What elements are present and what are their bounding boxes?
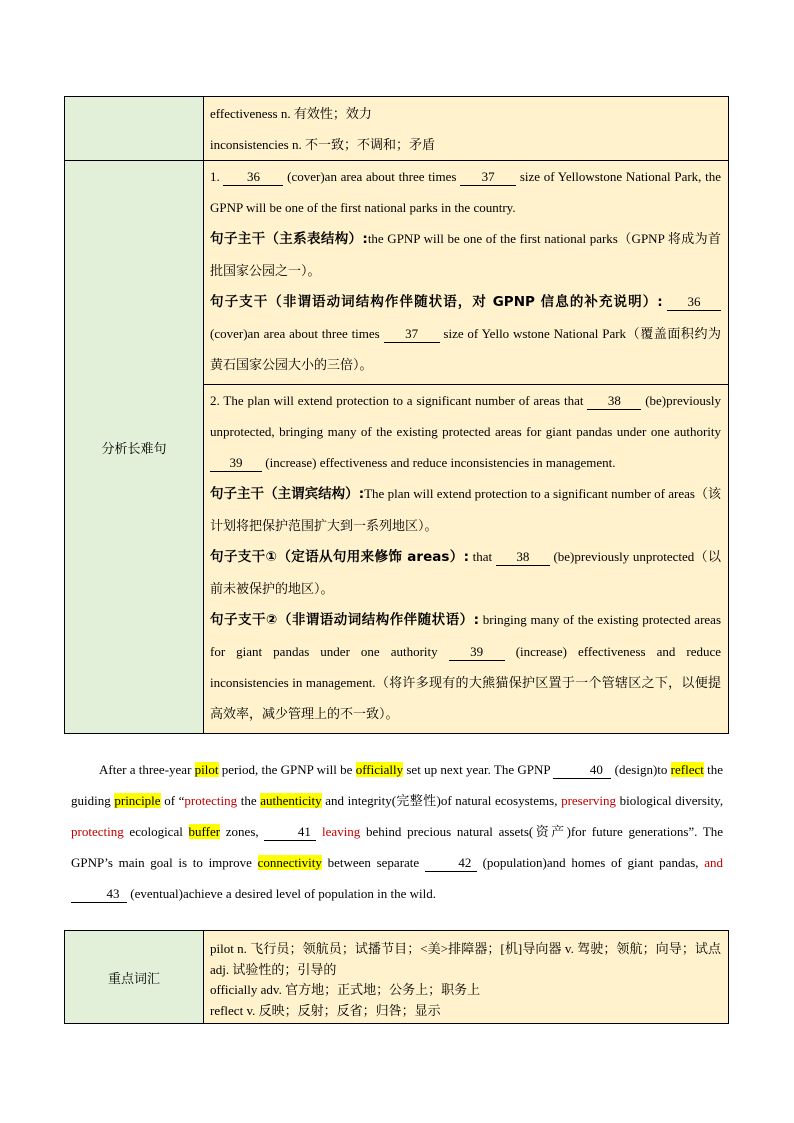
highlighted-word: principle	[114, 793, 161, 808]
sentence-text: 2. The plan will extend protection to a significant number of areas that	[210, 393, 584, 408]
main-clause-label: 句子主干（主谓宾结构）:	[210, 486, 365, 502]
red-word: leaving	[322, 824, 361, 839]
passage-text: period, the GPNP will be	[221, 762, 353, 777]
table-row	[65, 97, 729, 161]
highlighted-word: reflect	[670, 762, 704, 777]
answer-blank-38: 38	[496, 549, 550, 566]
branch-clause-text: bringing many of the existing protected areas for giant pandas under one authority	[210, 612, 721, 659]
passage-text: the	[240, 793, 257, 808]
section-label-analysis: 分析长难句	[65, 161, 204, 734]
passage-text: of “	[164, 793, 185, 808]
answer-blank-43: 43	[71, 886, 127, 903]
sentence-text: size of Yellowstone National Park, the GPNP will be one of the first national parks in the country.	[210, 169, 722, 215]
highlighted-word: connectivity	[257, 855, 322, 870]
section-label-vocabulary: 重点词汇	[65, 931, 204, 1024]
answer-blank-40: 40	[553, 762, 611, 779]
answer-blank-39: 39	[210, 455, 262, 472]
passage-text: biological diversity,	[619, 793, 724, 808]
vocab-line: reflect v. 反映；反射；反省；归咎；显示	[210, 1002, 441, 1018]
sentence-1-cell	[204, 161, 729, 385]
sentence-text: (be)previously unprotected, bringing many of the existing protected areas for giant pandas under one authority	[210, 393, 721, 439]
answer-blank-39: 39	[449, 644, 505, 661]
red-word: protecting	[184, 793, 238, 808]
vocab-line: pilot n. 飞行员；领航员；试播节目；<美>排障器；[机]导向器 v. 驾驶；领航；向导；试点 adj. 试验性的；引导的	[210, 941, 721, 977]
sentence-text: 1.	[210, 169, 220, 184]
main-clause-text: the GPNP will be one of the first national parks（GPNP 将成为首批国家公园之一）。	[210, 231, 721, 278]
sentence-2-cell	[204, 385, 729, 734]
table-left-cell-empty	[65, 97, 204, 161]
passage-text: (population)and homes of giant pandas,	[482, 855, 699, 870]
answer-blank-38: 38	[587, 393, 641, 410]
passage-text: between separate	[327, 855, 420, 870]
branch-clause-2-label: 句子支干②（非谓语动词结构作伴随状语）:	[210, 612, 479, 628]
answer-blank-42: 42	[425, 855, 477, 872]
vocabulary-cell	[204, 931, 729, 1024]
passage-text: (eventual)achieve a desired level of population in the wild.	[130, 886, 436, 901]
red-word: preserving	[561, 793, 616, 808]
table-row	[65, 161, 729, 385]
sentence-text: (cover)an area about three times	[287, 169, 457, 184]
answer-blank-37: 37	[384, 326, 440, 343]
branch-clause-text: (increase) effectiveness and reduce inconsistencies in management.（将许多现有的大熊猫保护区置于一个管辖区之下，以便提高效率，减少管理上的不一致）。	[210, 644, 722, 721]
passage-text: set up next year. The GPNP	[406, 762, 551, 777]
main-clause-label: 句子主干（主系表结构）:	[210, 231, 368, 247]
passage-text: behind precious natural assets(资产)for future generations”. The GPNP’s main goal is to improve	[71, 824, 724, 870]
answer-blank-37: 37	[460, 169, 516, 186]
passage-text: (design)to	[614, 762, 668, 777]
sentence-text: (increase) effectiveness and reduce inconsistencies in management.	[265, 455, 616, 470]
answer-blank-41: 41	[264, 824, 316, 841]
highlighted-word: authenticity	[260, 793, 322, 808]
vocab-line: effectiveness n. 有效性；效力	[210, 106, 372, 121]
branch-clause-text: that	[472, 549, 493, 564]
red-word: and	[704, 855, 724, 870]
passage-text: ecological	[129, 824, 183, 839]
highlighted-word: buffer	[188, 824, 221, 839]
main-clause-text: The plan will extend protection to a significant number of areas（该计划将把保护范围扩大到一系列地区）。	[210, 486, 721, 533]
highlighted-word: pilot	[194, 762, 219, 777]
answer-blank-36: 36	[223, 169, 283, 186]
passage-text: zones,	[225, 824, 259, 839]
passage-text: the guiding	[71, 762, 724, 808]
branch-clause-text: size of Yello wstone National Park（覆盖面积约为黄石国家公园大小的三倍）。	[210, 326, 722, 372]
vocab-line: inconsistencies n. 不一致；不调和；矛盾	[210, 137, 435, 152]
vocabulary-table	[64, 930, 729, 1024]
analysis-table	[64, 96, 729, 734]
vocab-continuation-cell	[204, 97, 729, 161]
vocab-line: officially adv. 官方地；正式地；公务上；职务上	[210, 982, 481, 997]
highlighted-word: officially	[355, 762, 404, 777]
answer-blank-36: 36	[667, 294, 721, 311]
branch-clause-label: 句子支干（非谓语动词结构作伴随状语，对 GPNP 信息的补充说明）:	[210, 294, 663, 310]
branch-clause-text: (cover)an area about three times	[210, 326, 380, 341]
red-word: protecting	[71, 824, 124, 839]
branch-clause-1-label: 句子支干①（定语从句用来修饰 areas）:	[210, 549, 470, 565]
passage-text: After a three-year	[99, 762, 192, 777]
branch-clause-text: (be)previously unprotected（以前未被保护的地区）。	[210, 549, 722, 596]
reading-passage	[71, 754, 723, 909]
passage-text: and integrity(完整性)of natural ecosystems,	[325, 793, 558, 808]
table-row	[65, 931, 729, 1024]
